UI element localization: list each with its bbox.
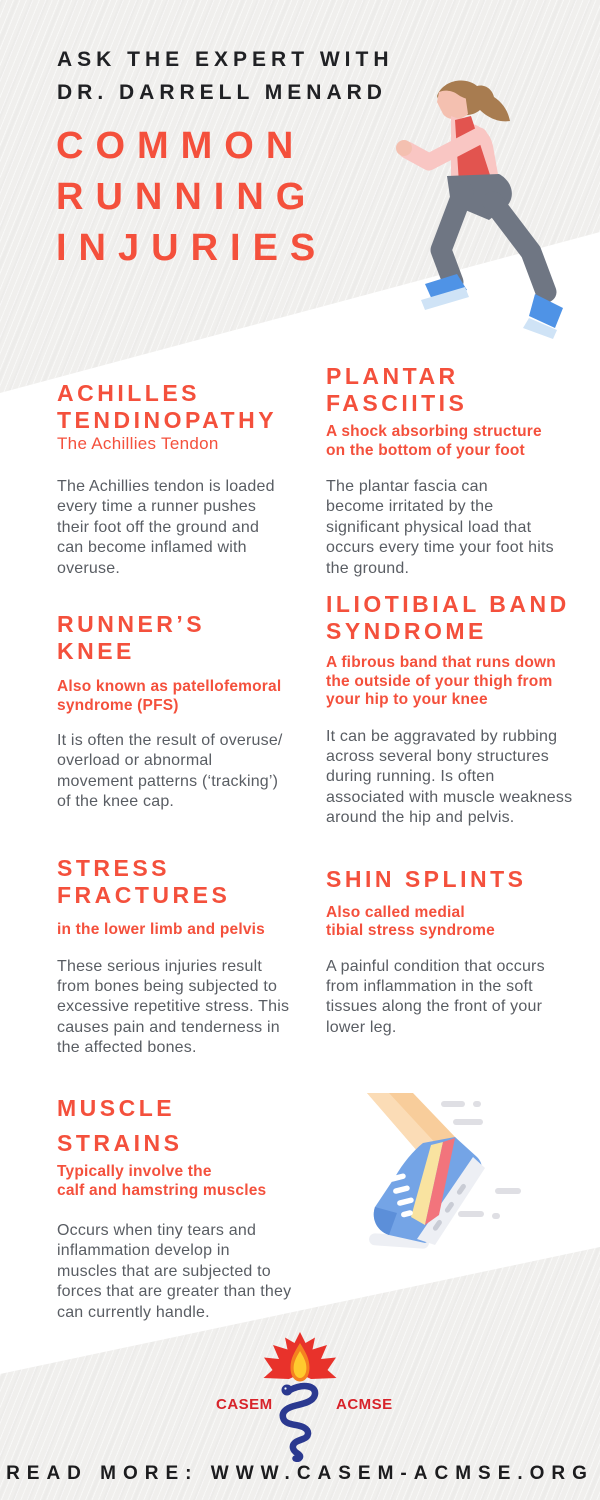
snake-eye xyxy=(284,1387,286,1389)
body-line: forces that are greater than they xyxy=(57,1283,292,1301)
section-subtitle xyxy=(326,904,596,941)
title-line: INJURIES xyxy=(56,227,328,269)
body-line: movement patterns (‘tracking’) xyxy=(57,772,279,790)
subtitle-line: your hip to your knee xyxy=(326,691,488,708)
subtitle-line: tibial stress syndrome xyxy=(326,922,495,939)
section-subtitle xyxy=(57,433,319,455)
section-body xyxy=(57,1221,319,1323)
body-line: overuse. xyxy=(57,559,120,577)
body-line: associated with muscle weakness xyxy=(326,788,573,806)
body-line: occurs every time your foot hits xyxy=(326,539,554,557)
subtitle-line: The Achillies Tendon xyxy=(57,434,219,453)
body-line: A painful condition that occurs xyxy=(326,957,545,975)
snake-icon xyxy=(283,1386,315,1459)
section-title-line: FASCIITIS xyxy=(326,389,468,416)
section-title xyxy=(57,611,319,664)
section-title-line: SYNDROME xyxy=(326,617,487,644)
subtitle-line: Also called medial xyxy=(326,903,465,921)
section-shin-splints xyxy=(326,866,596,1038)
body-line: from bones being subjected to xyxy=(57,977,278,995)
section-title xyxy=(326,363,596,416)
page-title xyxy=(56,121,327,274)
section-title xyxy=(57,380,319,433)
section-title-line: STRESS xyxy=(57,855,171,881)
section-body xyxy=(57,477,319,579)
section-title-line: TENDINOPATHY xyxy=(57,406,278,433)
section-subtitle xyxy=(57,1163,319,1200)
section-achilles-tendinopathy xyxy=(57,380,319,579)
subtitle-line: the outside of your thigh from xyxy=(326,672,553,690)
body-line: These serious injuries result xyxy=(57,957,262,975)
body-line: the ground. xyxy=(326,559,410,577)
body-line: during running. Is often xyxy=(326,768,495,786)
body-line: causes pain and tenderness in xyxy=(57,1018,280,1036)
title-line: RUNNING xyxy=(56,176,318,218)
subtitle-line: Also known as patellofemoral xyxy=(57,678,282,695)
title-line: COMMON xyxy=(56,125,306,167)
body-line: tissues along the front of your xyxy=(326,998,543,1016)
body-line: significant physical load that xyxy=(326,518,532,536)
section-subtitle xyxy=(57,921,319,940)
section-subtitle xyxy=(326,654,596,710)
runner-back-leg xyxy=(493,202,546,292)
body-line: their foot off the ground and xyxy=(57,518,260,536)
section-stress-fractures xyxy=(57,855,319,1059)
body-line: excessive repetitive stress. This xyxy=(57,998,290,1016)
subtitle-line: calf and hamstring muscles xyxy=(57,1181,267,1199)
section-title xyxy=(326,591,596,644)
section-title-line: RUNNER’S xyxy=(57,611,206,637)
body-line: overload or abnormal xyxy=(57,752,213,770)
logo-text-casem: CASEM xyxy=(216,1396,273,1413)
body-line: inflammation develop in xyxy=(57,1242,230,1260)
body-line: the affected bones. xyxy=(57,1039,197,1057)
section-body xyxy=(326,957,596,1039)
logo-text-acmse: ACMSE xyxy=(336,1396,393,1413)
section-title-line: PLANTAR xyxy=(326,363,459,389)
subtitle-line: A fibrous band that runs down xyxy=(326,654,556,671)
section-title-line: SHIN SPLINTS xyxy=(326,866,527,892)
section-iliotibial-band-syndrome xyxy=(326,591,596,829)
section-body xyxy=(326,477,596,579)
section-title xyxy=(57,855,319,908)
section-plantar-fasciitis xyxy=(326,363,596,579)
subtitle-line: syndrome (PFS) xyxy=(57,696,179,714)
subtitle-line: in the lower limb and pelvis xyxy=(57,921,266,938)
body-line: around the hip and pelvis. xyxy=(326,809,515,827)
kicker-line: DR. DARRELL MENARD xyxy=(57,80,387,104)
section-muscle-strains xyxy=(57,1091,319,1323)
body-line: across several bony structures xyxy=(326,747,549,765)
shoe-illustration xyxy=(355,1085,535,1280)
kicker-line: ASK THE EXPERT WITH xyxy=(57,48,394,71)
section-title-line: KNEE xyxy=(57,637,135,664)
header-kicker xyxy=(57,44,394,109)
section-title xyxy=(57,1091,319,1161)
subtitle-line: Typically involve the xyxy=(57,1163,212,1180)
section-body xyxy=(326,727,596,829)
subtitle-line: A shock absorbing structure xyxy=(326,423,542,440)
body-line: can currently handle. xyxy=(57,1303,210,1321)
section-runners-knee xyxy=(57,611,319,813)
body-line: The Achillies tendon is loaded xyxy=(57,478,275,495)
subtitle-line: on the bottom of your foot xyxy=(326,441,525,459)
section-title xyxy=(326,866,596,893)
footer-read-more: READ MORE: WWW.CASEM-ACMSE.ORG xyxy=(6,1463,594,1484)
body-line: The plantar fascia can xyxy=(326,478,488,495)
body-line: of the knee cap. xyxy=(57,793,175,811)
body-line: become irritated by the xyxy=(326,498,494,516)
section-title-line: ILIOTIBIAL BAND xyxy=(326,591,570,617)
section-title-line: FRACTURES xyxy=(57,881,231,908)
body-line: every time a runner pushes xyxy=(57,498,257,516)
body-line: from inflammation in the soft xyxy=(326,977,533,995)
body-line: It can be aggravated by rubbing xyxy=(326,727,558,745)
runner-fist xyxy=(396,140,412,156)
section-title-line: STRAINS xyxy=(57,1130,183,1156)
body-line: can become inflamed with xyxy=(57,539,247,557)
section-subtitle xyxy=(326,423,596,460)
runner-front-leg xyxy=(441,192,463,282)
section-body xyxy=(57,957,319,1059)
body-line: lower leg. xyxy=(326,1018,397,1036)
section-body xyxy=(57,731,319,813)
section-title-line: MUSCLE xyxy=(57,1095,176,1121)
body-line: muscles that are subjected to xyxy=(57,1262,271,1280)
section-subtitle xyxy=(57,678,319,715)
body-line: Occurs when tiny tears and xyxy=(57,1222,257,1239)
section-title-line: ACHILLES xyxy=(57,380,200,406)
snake-head xyxy=(282,1385,293,1396)
body-line: It is often the result of overuse/ xyxy=(57,732,283,749)
runner-illustration xyxy=(393,78,583,340)
